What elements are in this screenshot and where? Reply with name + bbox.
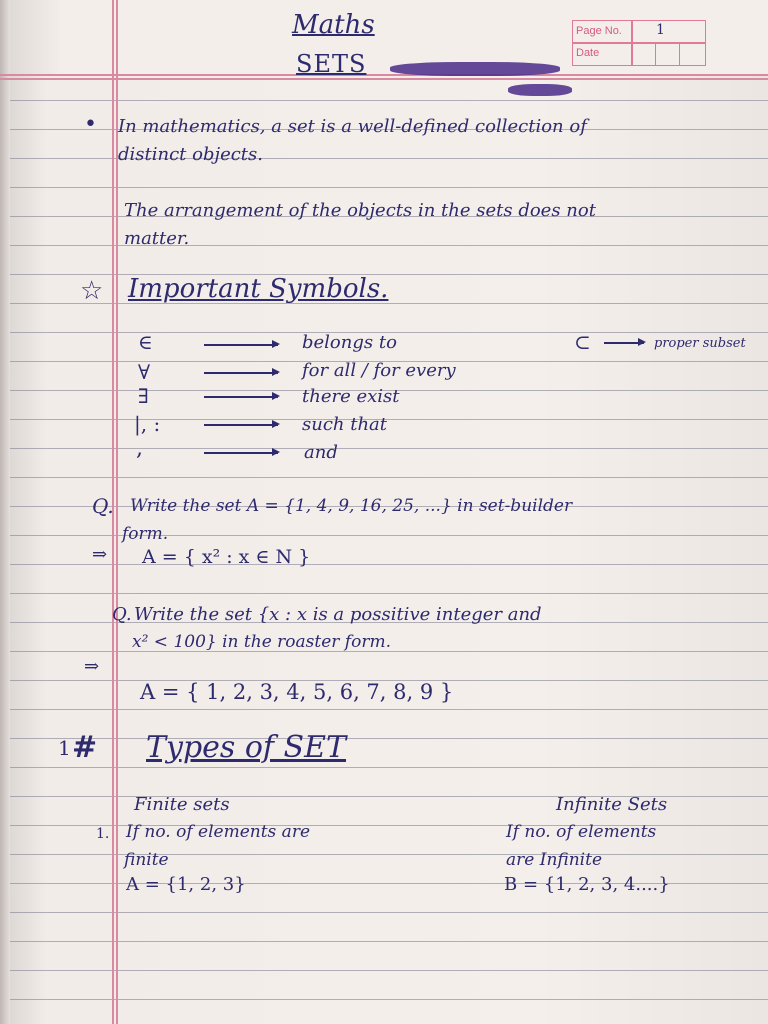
symbol-exists: ∃ <box>138 384 149 408</box>
symbol-subset: ⊂ <box>574 330 591 354</box>
arrow-icon <box>204 372 278 374</box>
q1-line-1: Write the set A = {1, 4, 9, 16, 25, ...} in set-builder <box>130 496 573 516</box>
symbol-suchthat: |, : <box>134 412 161 436</box>
q2-line-1: Write the set {x : x is a possitive integer and <box>134 604 542 625</box>
meaning-subset: proper subset <box>654 336 746 351</box>
finite-line-2: finite <box>124 850 169 870</box>
page-title: Maths <box>292 10 375 40</box>
finite-title: Finite sets <box>134 794 230 815</box>
bullet-point: • <box>84 112 97 137</box>
page-binding-shadow <box>0 0 10 1024</box>
q2-answer: A = { 1, 2, 3, 4, 5, 6, 7, 8, 9 } <box>140 680 454 704</box>
page-subtitle: SETS <box>296 50 367 78</box>
meaning-exists: there exist <box>302 386 400 407</box>
arrow-icon <box>604 342 644 344</box>
hash-icon: # <box>72 730 98 765</box>
ink-scribble-2 <box>508 84 572 96</box>
meaning-suchthat: such that <box>302 414 388 435</box>
types-heading: Types of SET <box>146 730 347 765</box>
finite-number: 1. <box>96 826 110 842</box>
intro-line-1: In mathematics, a set is a well-defined collection of <box>118 116 587 137</box>
page-number-box <box>572 20 706 66</box>
symbols-heading: Important Symbols. <box>128 274 389 304</box>
right-arrow-icon: ⇒ <box>84 656 100 677</box>
symbol-forall: ∀ <box>138 360 151 384</box>
symbol-and: , <box>136 436 143 461</box>
intro-line-3: The arrangement of the objects in the sets does not <box>124 200 596 221</box>
arrow-icon <box>204 396 278 398</box>
intro-line-4: matter. <box>124 228 190 249</box>
q1-line-2: form. <box>122 524 169 544</box>
meaning-belongs: belongs to <box>302 332 397 353</box>
arrow-icon <box>204 424 278 426</box>
ink-scribble <box>390 62 560 76</box>
q2-label: Q. <box>112 604 132 625</box>
q2-line-2: x² < 100} in the roaster form. <box>132 632 391 652</box>
meaning-and: and <box>304 442 338 463</box>
types-number: 1 <box>58 736 71 760</box>
infinite-title: Infinite Sets <box>556 794 668 815</box>
page-no-label: Page No. <box>576 25 622 37</box>
double-arrow-icon: ⇒ <box>92 544 108 565</box>
q1-label: Q. <box>92 494 114 518</box>
finite-line-1: If no. of elements are <box>126 822 311 842</box>
infinite-line-2: are Infinite <box>506 850 603 870</box>
star-icon: ☆ <box>80 276 104 306</box>
q1-answer: A = { x² : x ∈ N } <box>142 546 311 568</box>
symbol-belongs: ∈ <box>138 330 153 354</box>
infinite-example: B = {1, 2, 3, 4....} <box>504 874 670 895</box>
arrow-icon <box>204 344 278 346</box>
date-label: Date <box>576 47 600 59</box>
finite-example: A = {1, 2, 3} <box>126 874 246 895</box>
arrow-icon <box>204 452 278 454</box>
meaning-forall: for all / for every <box>302 360 456 381</box>
page-no-value: 1 <box>656 22 665 38</box>
infinite-line-1: If no. of elements <box>506 822 657 842</box>
intro-line-2: distinct objects. <box>118 144 264 165</box>
